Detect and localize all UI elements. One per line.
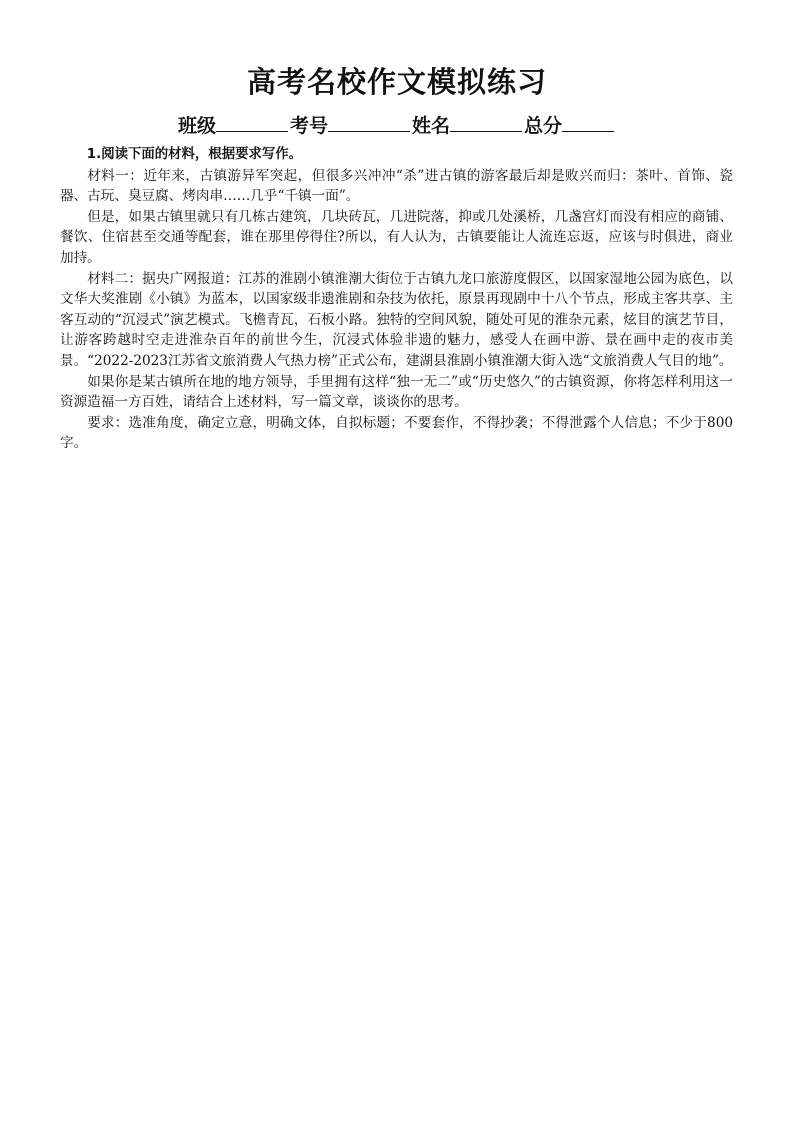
material-two-paragraph: 材料二：据央广网报道：江苏的淮剧小镇淮潮大街位于古镇九龙口旅游度假区，以国家湿地公园为底色，以文华大奖淮剧《小镇》为蓝本，以国家级非遗淮剧和杂技为依托，原景再现剧中十八个节点，形成主客共享、主客互动的“沉浸式”演艺模式。飞檐青瓦，石板小路。独特的空间风貌，随处可见的淮杂元素，炫目的演艺节目，让游客跨越时空走进淮杂百年的前世今生，沉浸式体验非遗的魅力，感受人在画中游、景在画中走的夜市美景。“2022-2023江苏省文旅消费人气热力榜”正式公布，建湖县淮剧小镇淮潮大街入选“文旅消费人气目的地”。 (60, 270, 733, 369)
exam-number-label: 考号 (289, 115, 328, 137)
class-blank (216, 113, 288, 132)
material-one-paragraph: 材料一：近年来，古镇游异军突起，但很多兴冲冲“杀”进古镇的游客最后却是败兴而归：茶叶、首饰、瓷器、古玩、臭豆腐、烤肉串……几乎“千镇一面”。 (60, 167, 733, 205)
total-score-blank (562, 113, 614, 132)
page-title: 高考名校作文模拟练习 (246, 65, 547, 99)
exam-number-blank (328, 113, 410, 132)
name-label: 姓名 (412, 115, 451, 137)
task-paragraph: 如果你是某古镇所在地的地方领导，手里拥有这样“独一无二”或“历史悠久”的古镇资源，你将怎样利用这一资源造福一方百姓，请结合上述材料，写一篇文章，谈谈你的思考。 (60, 373, 733, 411)
total-score-label: 总分 (524, 115, 563, 137)
student-info-line (0, 111, 794, 138)
requirements-paragraph: 要求：选准角度，确定立意，明确文体，自拟标题；不要套作，不得抄袭；不得泄露个人信息；不少于800字。 (60, 414, 733, 452)
class-label: 班级 (177, 115, 216, 137)
name-blank (450, 113, 522, 132)
material-one-continuation-paragraph: 但是，如果古镇里就只有几栋古建筑，几块砖瓦，几进院落，抑或几处溪桥，几盏宫灯而没有相应的商铺、餐饮、住宿甚至交通等配套，谁在那里停得住?所以，有人认为，古镇要能让人流连忘返，应该与时俱进，商业加持。 (60, 208, 733, 266)
question-heading: 1.阅读下面的材料，根据要求写作。 (86, 147, 303, 162)
question-content (60, 145, 733, 454)
